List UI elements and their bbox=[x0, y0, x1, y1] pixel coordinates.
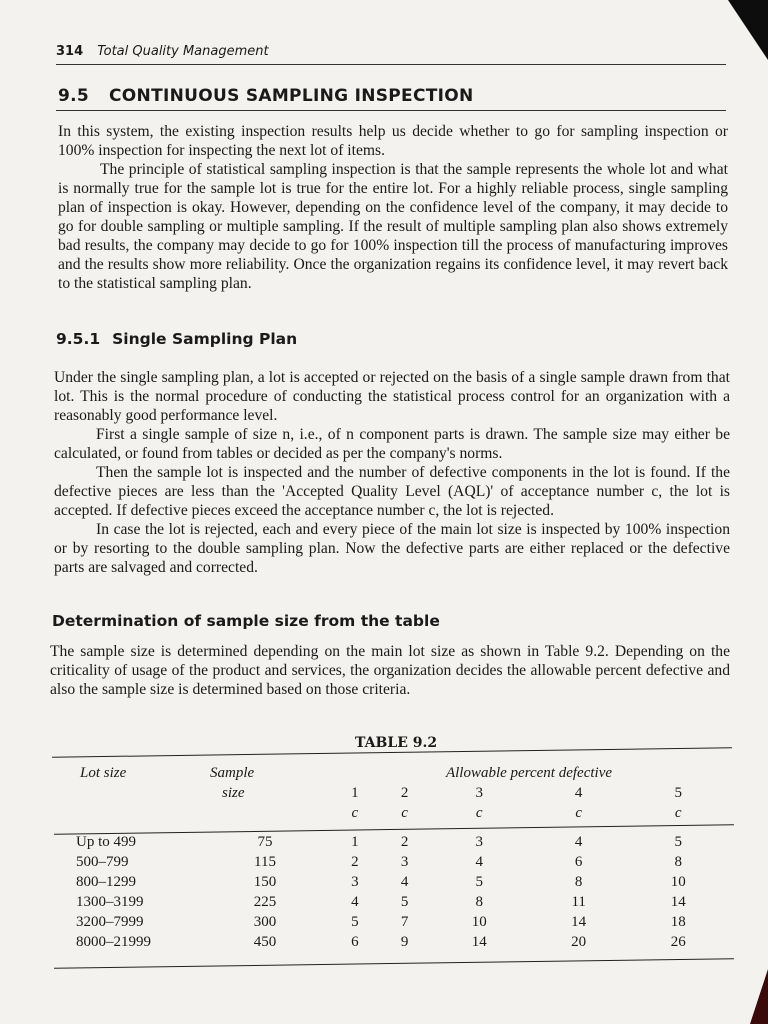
c-cell: 10 bbox=[471, 913, 487, 930]
c-cell: 5 bbox=[674, 833, 682, 850]
c-cell: 3 bbox=[400, 853, 409, 870]
c-cell: 20 bbox=[571, 933, 587, 950]
c-cell: 4 bbox=[400, 873, 409, 890]
subsection-title: Single Sampling Plan bbox=[112, 330, 298, 348]
section-title: CONTINUOUS SAMPLING INSPECTION bbox=[109, 86, 474, 106]
section-body bbox=[58, 122, 728, 293]
page-number: 314 bbox=[56, 44, 84, 59]
running-head bbox=[56, 44, 269, 59]
column-group-allowable-defective: Allowable percent defective bbox=[445, 764, 613, 781]
c-cell: 14 bbox=[670, 893, 686, 910]
c-label: c bbox=[475, 804, 483, 821]
c-cell: 6 bbox=[351, 933, 359, 950]
c-cell: 8 bbox=[574, 873, 583, 890]
c-label: c bbox=[351, 804, 359, 821]
c-cell: 5 bbox=[400, 893, 409, 910]
table-row bbox=[60, 852, 728, 872]
sample-size-cell: 150 bbox=[253, 873, 277, 890]
paragraph: Under the single sampling plan, a lot is accepted or rejected on the basis of a single sample drawn from that lot. This is the normal procedure of conducting the statistical process control for an organization with a reasonably good performance level. bbox=[54, 369, 730, 424]
c-cell: 2 bbox=[400, 833, 409, 850]
determination-heading: Determination of sample size from the table bbox=[52, 612, 440, 630]
c-cell: 10 bbox=[670, 873, 686, 890]
c-cell: 11 bbox=[571, 893, 586, 910]
table-row bbox=[60, 824, 728, 852]
sample-size-cell: 75 bbox=[257, 833, 273, 850]
c-cell: 14 bbox=[571, 913, 587, 930]
lot-size-cell: 800–1299 bbox=[76, 873, 136, 890]
determination-body bbox=[50, 642, 730, 699]
c-cell: 6 bbox=[574, 853, 583, 870]
c-cell: 14 bbox=[471, 933, 487, 950]
pct-header: 1 bbox=[351, 784, 359, 801]
lot-size-cell: 8000–21999 bbox=[76, 933, 151, 950]
c-cell: 4 bbox=[475, 853, 483, 870]
table-caption: TABLE 9.2 bbox=[355, 735, 438, 751]
column-header-lot-size: Lot size bbox=[80, 764, 127, 781]
c-cell: 7 bbox=[400, 913, 409, 930]
sample-size-cell: 450 bbox=[253, 933, 277, 950]
page-corner-shadow bbox=[728, 0, 768, 60]
section-number: 9.5 bbox=[58, 86, 90, 106]
c-cell: 8 bbox=[475, 893, 483, 910]
section-rule bbox=[56, 110, 726, 111]
c-label: c bbox=[674, 804, 682, 821]
sample-size-table bbox=[60, 762, 728, 952]
table-row bbox=[60, 912, 728, 932]
paragraph: In case the lot is rejected, each and every piece of the main lot size is inspected by 100% inspection or by resorting to the double sampling plan. Now the defective parts are either replaced or the defective parts are salvaged and corrected. bbox=[54, 521, 730, 576]
paragraph: Then the sample lot is inspected and the number of defective components in the lot is found. If the defective pieces are less than the 'Accepted Quality Level (AQL)' of acceptance number c, the lot is accepted. If defective pieces exceed the acceptance number c, the lot is rejected. bbox=[54, 464, 730, 519]
paragraph: The principle of statistical sampling inspection is that the sample represents the whole lot and what is normally true for the sample lot is true for the entire lot. For a highly reliable process, single sampling plan of inspection is okay. However, depending on the confidence level of the company, it may decide to go for double sampling or multiple sampling. If the result of multiple sampling plan also shows extremely bad results, the company may decide to go for 100% inspection till the process of manufacturing improves and the results show more reliability. Once the organization regains its confidence level, it may revert back to the statistical sampling plan. bbox=[58, 161, 728, 292]
sample-size-cell: 225 bbox=[253, 893, 277, 910]
c-cell: 26 bbox=[670, 933, 686, 950]
pct-header: 4 bbox=[574, 784, 583, 801]
paragraph: In this system, the existing inspection results help us decide whether to go for sampling inspection or 100% inspection for inspecting the next lot of items. bbox=[58, 123, 728, 159]
page-corner-shadow-bottom bbox=[750, 969, 768, 1024]
sample-size-cell: 300 bbox=[253, 913, 277, 930]
lot-size-cell: 3200–7999 bbox=[76, 913, 144, 930]
c-label: c bbox=[575, 804, 582, 821]
sample-size-cell: 115 bbox=[254, 853, 276, 870]
column-header-sample-size: size bbox=[222, 784, 245, 801]
table-row bbox=[60, 872, 728, 892]
c-cell: 3 bbox=[351, 873, 359, 890]
c-cell: 9 bbox=[400, 933, 409, 950]
c-cell: 8 bbox=[674, 853, 682, 870]
book-title: Total Quality Management bbox=[97, 44, 269, 59]
c-cell: 1 bbox=[351, 833, 359, 850]
column-header-sample: Sample bbox=[210, 764, 255, 781]
c-cell: 5 bbox=[351, 913, 359, 930]
header-rule bbox=[56, 64, 726, 65]
c-cell: 18 bbox=[670, 913, 686, 930]
pct-header: 3 bbox=[475, 784, 483, 801]
c-cell: 4 bbox=[574, 833, 583, 850]
pct-header: 2 bbox=[400, 784, 409, 801]
pct-header: 5 bbox=[674, 784, 682, 801]
lot-size-cell: Up to 499 bbox=[76, 833, 136, 850]
lot-size-cell: 500–799 bbox=[76, 853, 129, 870]
c-cell: 2 bbox=[351, 853, 359, 870]
table-bottom-rule bbox=[54, 958, 734, 968]
c-label: c bbox=[401, 804, 408, 821]
table-row bbox=[60, 892, 728, 912]
paragraph: The sample size is determined depending on the main lot size as shown in Table 9.2. Depending on the criticality of usage of the product and services, the organization decides the allowable percent defective and also the sample size is determined based on those criteria. bbox=[50, 643, 730, 698]
table-row bbox=[60, 932, 728, 952]
subsection-body bbox=[54, 368, 730, 577]
section-heading bbox=[58, 86, 474, 106]
c-cell: 5 bbox=[475, 873, 483, 890]
paragraph: First a single sample of size n, i.e., of n component parts is drawn. The sample size may either be calculated, or found from tables or decided as per the company's norms. bbox=[54, 426, 730, 462]
lot-size-cell: 1300–3199 bbox=[76, 893, 144, 910]
c-cell: 3 bbox=[475, 833, 483, 850]
subsection-heading bbox=[56, 330, 297, 348]
c-cell: 4 bbox=[351, 893, 359, 910]
subsection-number: 9.5.1 bbox=[56, 330, 101, 348]
